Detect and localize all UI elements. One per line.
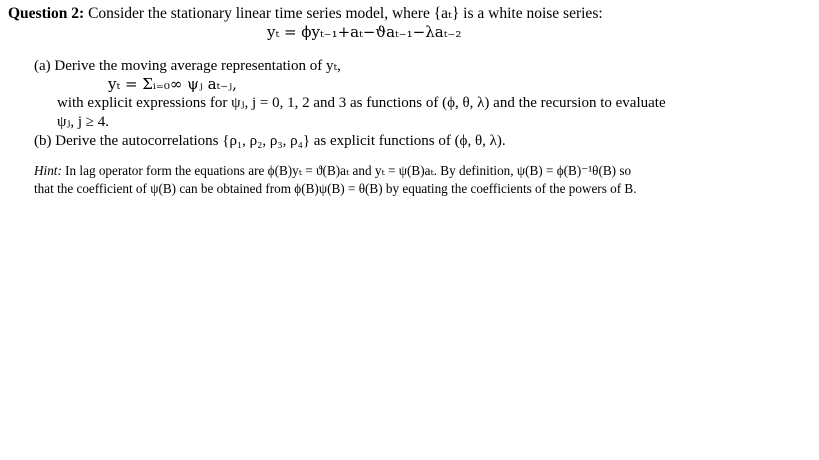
part-a-line-2: with explicit expressions for ψⱼ, j = 0, 1, 2 and 3 as functions of (ϕ, θ, λ) and the recursion to evaluate bbox=[57, 95, 666, 111]
question-heading bbox=[8, 6, 603, 22]
part-b-line: (b) Derive the autocorrelations {ρ₁, ρ₂, ρ₃, ρ₄} as explicit functions of (ϕ, θ, λ). bbox=[34, 133, 506, 149]
hint-line-1 bbox=[34, 164, 631, 177]
hint-label: Hint: bbox=[34, 163, 62, 178]
hint-text-1: In lag operator form the equations are ϕ(B)yₜ = ϑ(B)aₜ and yₜ = ψ(B)aₜ. By definition, ψ(B) = ϕ(B)⁻¹θ(B) so bbox=[65, 163, 632, 178]
question-text: Consider the stationary linear time series model, where {aₜ} is a white noise series: bbox=[88, 5, 603, 22]
hint-line-2: that the coefficient of ψ(B) can be obtained from ϕ(B)ψ(B) = θ(B) by equating the coefficients of the powers of B. bbox=[34, 181, 637, 196]
question-label: Question 2: bbox=[8, 5, 85, 22]
part-a-ma-equation: yₜ = Σᵢ₌₀∞ ψⱼ aₜ₋ⱼ, bbox=[108, 75, 237, 93]
part-a-line-1: (a) Derive the moving average representation of yₜ, bbox=[34, 58, 341, 74]
part-a-line-3: ψⱼ, j ≥ 4. bbox=[57, 114, 110, 130]
model-equation: yₜ = ϕyₜ₋₁+aₜ−ϑaₜ₋₁−λaₜ₋₂ bbox=[267, 23, 462, 41]
